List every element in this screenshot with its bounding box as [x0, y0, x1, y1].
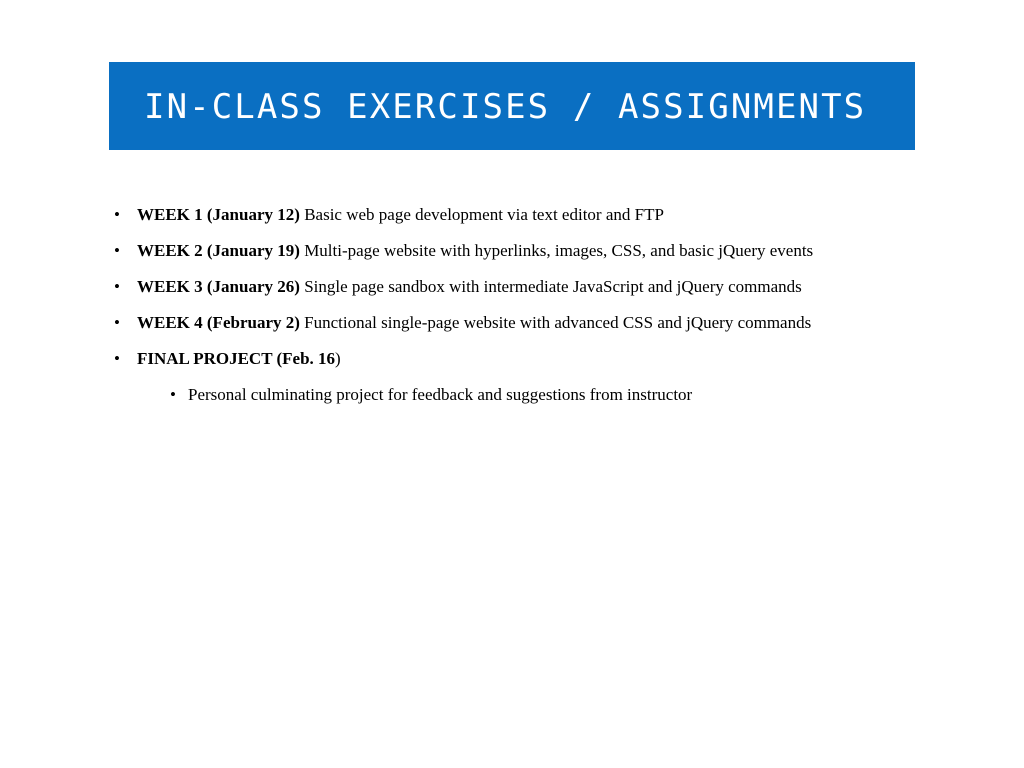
bullet-heading: WEEK 1 (January 12) — [137, 205, 300, 224]
bullet-list — [114, 197, 904, 377]
slide-content — [114, 197, 904, 413]
bullet-heading: WEEK 4 (February 2) — [137, 313, 300, 332]
bullet-text: Single page sandbox with intermediate JavaScript and jQuery commands — [299, 277, 802, 296]
bullet-icon: • — [114, 313, 120, 332]
bullet-item-week-3 — [114, 269, 904, 305]
sub-bullet-text: Personal culminating project for feedback and suggestions from instructor — [188, 385, 693, 404]
bullet-item-week-2 — [114, 233, 904, 269]
bullet-text: Multi-page website with hyperlinks, images, CSS, and basic jQuery events — [299, 241, 814, 260]
bullet-icon: • — [114, 349, 120, 368]
bullet-text: Functional single-page website with advanced CSS and jQuery commands — [299, 313, 812, 332]
title-banner — [109, 62, 915, 150]
bullet-item-week-4 — [114, 305, 904, 341]
bullet-text: ) — [335, 349, 341, 368]
bullet-item-final-project — [114, 341, 904, 377]
sub-bullet-list — [114, 377, 904, 413]
sub-bullet-item — [114, 377, 904, 413]
bullet-icon: • — [114, 277, 120, 296]
bullet-heading: WEEK 2 (January 19) — [137, 241, 300, 260]
bullet-icon: • — [170, 385, 176, 404]
bullet-text: Basic web page development via text editor and FTP — [299, 205, 664, 224]
bullet-icon: • — [114, 241, 120, 260]
bullet-icon: • — [114, 205, 120, 224]
bullet-heading: FINAL PROJECT (Feb. 16 — [137, 349, 336, 368]
slide-title: IN-CLASS EXERCISES / ASSIGNMENTS — [144, 87, 867, 127]
bullet-heading: WEEK 3 (January 26) — [137, 277, 300, 296]
bullet-item-week-1 — [114, 197, 904, 233]
